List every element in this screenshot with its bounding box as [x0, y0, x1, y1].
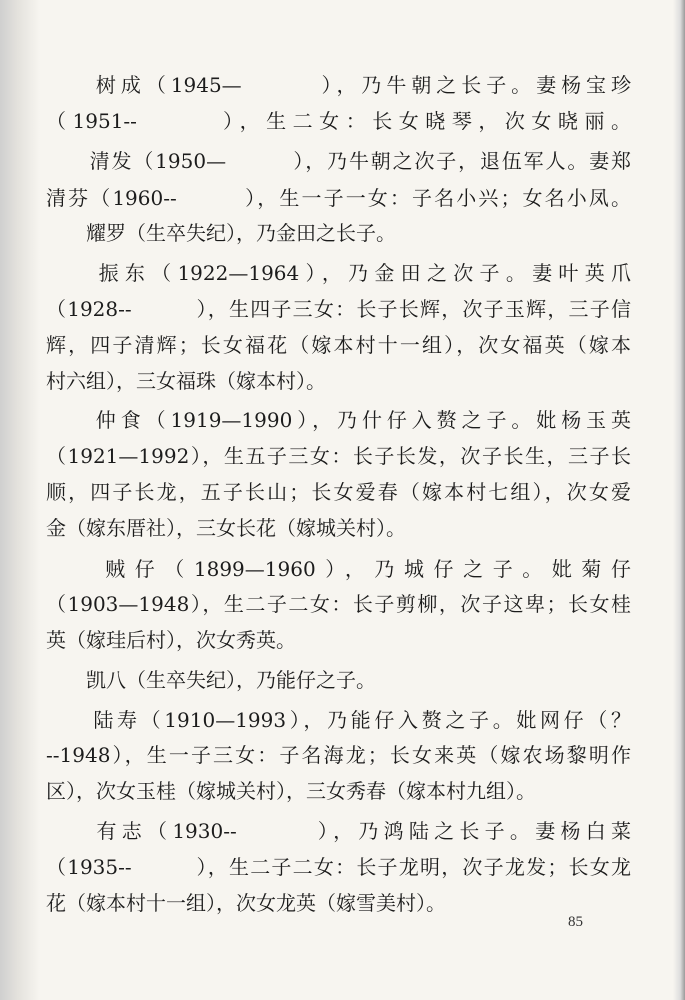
text-line: 耀罗（生卒失纪），乃金田之长子。 — [46, 221, 396, 245]
text-line: 金（嫁东厝社），三女长花（嫁城关村）。 — [46, 516, 406, 540]
text-line: --1948），生一子三女：子名海龙；长女来英（嫁农场黎明作 — [46, 743, 631, 767]
text-line: 有志（1930-- ），乃鸿陆之长子。妻杨白菜 — [46, 819, 631, 843]
text-line: 凯八（生卒失纪），乃能仔之子。 — [46, 668, 376, 692]
page-edge — [673, 0, 685, 1000]
text-line: 英（嫁珪后村），次女秀英。 — [46, 628, 296, 652]
text-line: 花（嫁本村十一组），次女龙英（嫁雪美村）。 — [46, 891, 446, 915]
text-line: 陆寿（1910—1993），乃能仔入赘之子。妣网仔（？ — [46, 708, 631, 732]
text-line: 振东（1922—1964），乃金田之次子。妻叶英爪 — [46, 261, 631, 285]
text-line: 区），次女玉桂（嫁城关村），三女秀春（嫁本村九组）。 — [46, 779, 536, 803]
page-gutter-shadow — [0, 0, 40, 1000]
text-line: （1951-- ），生二女：长女晓琴，次女晓丽。 — [46, 109, 631, 133]
text-line: （1935-- ），生二子二女：长子龙明，次子龙发；长女龙 — [46, 855, 631, 879]
text-line: 顺，四子长龙，五子长山；长女爱春（嫁本村七组），次女爱 — [46, 480, 631, 504]
text-line: 贼仔（1899—1960），乃城仔之子。妣菊仔 — [46, 557, 631, 581]
text-line: （1921—1992），生五子三女：长子长发，次子长生，三子长 — [46, 444, 631, 468]
page-number: 85 — [568, 914, 583, 930]
text-line: 辉，四子清辉；长女福花（嫁本村十一组），次女福英（嫁本 — [46, 333, 631, 357]
text-line: 清芬（1960-- ），生一子一女：子名小兴；女名小凤。 — [46, 186, 631, 210]
text-line: （1928-- ），生四子三女：长子长辉，次子玉辉，三子信 — [46, 297, 631, 321]
text-line: （1903—1948），生二子二女：长子剪柳，次子这卑；长女桂 — [46, 592, 631, 616]
text-line: 村六组），三女福珠（嫁本村）。 — [46, 369, 326, 393]
text-line: 仲食（1919—1990），乃什仔入赘之子。妣杨玉英 — [46, 408, 631, 432]
text-line: 清发（1950— ），乃牛朝之次子，退伍军人。妻郑 — [46, 149, 631, 173]
text-line: 树成（1945— ），乃牛朝之长子。妻杨宝珍 — [46, 73, 631, 97]
